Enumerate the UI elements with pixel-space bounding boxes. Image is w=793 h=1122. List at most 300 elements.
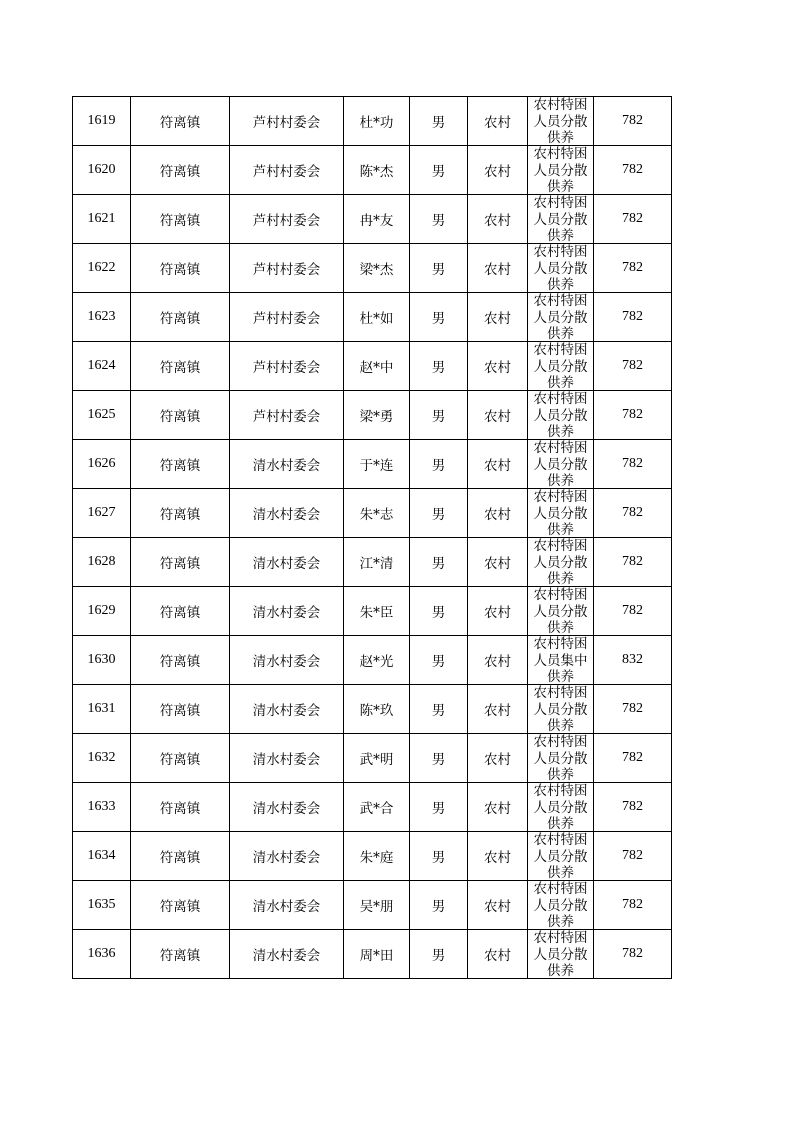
id-text: 1621 bbox=[87, 211, 116, 226]
cell-amount bbox=[594, 685, 672, 734]
name-text: 赵*中 bbox=[359, 360, 394, 376]
cell-gender bbox=[410, 685, 468, 734]
cell-name bbox=[344, 440, 410, 489]
support-type-text: 农村特困人员分散供养 bbox=[533, 930, 588, 978]
village-text: 芦村村委会 bbox=[252, 262, 321, 278]
cell-name bbox=[344, 97, 410, 146]
id-text: 1630 bbox=[87, 652, 116, 667]
table-row bbox=[73, 587, 672, 636]
cell-gender bbox=[410, 244, 468, 293]
cell-gender bbox=[410, 930, 468, 979]
town-text: 符离镇 bbox=[159, 605, 201, 621]
cell-support-type bbox=[528, 391, 594, 440]
cell-gender bbox=[410, 636, 468, 685]
cell-village bbox=[230, 636, 344, 685]
cell-support-type bbox=[528, 440, 594, 489]
support-type-text: 农村特困人员分散供养 bbox=[533, 832, 588, 880]
name-text: 陈*杰 bbox=[359, 164, 394, 180]
cell-town bbox=[131, 440, 230, 489]
town-text: 符离镇 bbox=[159, 458, 201, 474]
cell-gender bbox=[410, 97, 468, 146]
cell-village bbox=[230, 734, 344, 783]
cell-support-type bbox=[528, 293, 594, 342]
cell-area bbox=[468, 685, 528, 734]
cell-area bbox=[468, 538, 528, 587]
village-text: 清水村委会 bbox=[252, 703, 321, 719]
cell-gender bbox=[410, 881, 468, 930]
gender-text: 男 bbox=[431, 213, 446, 229]
cell-area bbox=[468, 881, 528, 930]
cell-name bbox=[344, 538, 410, 587]
cell-name bbox=[344, 734, 410, 783]
village-text: 芦村村委会 bbox=[252, 360, 321, 376]
cell-village bbox=[230, 538, 344, 587]
cell-town bbox=[131, 489, 230, 538]
cell-amount bbox=[594, 195, 672, 244]
cell-town bbox=[131, 930, 230, 979]
name-text: 吴*朋 bbox=[359, 899, 394, 915]
cell-id bbox=[73, 832, 131, 881]
cell-amount bbox=[594, 244, 672, 293]
cell-name bbox=[344, 783, 410, 832]
cell-village bbox=[230, 783, 344, 832]
cell-village bbox=[230, 342, 344, 391]
town-text: 符离镇 bbox=[159, 948, 201, 964]
cell-id bbox=[73, 538, 131, 587]
area-text: 农村 bbox=[484, 703, 511, 719]
cell-area bbox=[468, 587, 528, 636]
id-text: 1631 bbox=[87, 701, 116, 716]
cell-gender bbox=[410, 342, 468, 391]
gender-text: 男 bbox=[431, 507, 446, 523]
cell-id bbox=[73, 391, 131, 440]
id-text: 1620 bbox=[87, 162, 116, 177]
amount-text: 782 bbox=[622, 750, 643, 765]
gender-text: 男 bbox=[431, 850, 446, 866]
cell-village bbox=[230, 440, 344, 489]
area-text: 农村 bbox=[484, 899, 511, 915]
id-text: 1629 bbox=[87, 603, 116, 618]
amount-text: 782 bbox=[622, 211, 643, 226]
table-row bbox=[73, 391, 672, 440]
name-text: 朱*臣 bbox=[359, 605, 394, 621]
cell-id bbox=[73, 734, 131, 783]
cell-town bbox=[131, 685, 230, 734]
id-text: 1628 bbox=[87, 554, 116, 569]
cell-village bbox=[230, 391, 344, 440]
name-text: 朱*志 bbox=[359, 507, 394, 523]
cell-support-type bbox=[528, 489, 594, 538]
town-text: 符离镇 bbox=[159, 507, 201, 523]
amount-text: 782 bbox=[622, 505, 643, 520]
support-type-text: 农村特困人员分散供养 bbox=[533, 293, 588, 341]
cell-name bbox=[344, 881, 410, 930]
area-text: 农村 bbox=[484, 507, 511, 523]
area-text: 农村 bbox=[484, 654, 511, 670]
town-text: 符离镇 bbox=[159, 409, 201, 425]
gender-text: 男 bbox=[431, 262, 446, 278]
area-text: 农村 bbox=[484, 213, 511, 229]
id-text: 1635 bbox=[87, 897, 116, 912]
table-row bbox=[73, 685, 672, 734]
support-type-text: 农村特困人员分散供养 bbox=[533, 587, 588, 635]
id-text: 1627 bbox=[87, 505, 116, 520]
amount-text: 782 bbox=[622, 554, 643, 569]
relief-roster-table bbox=[72, 96, 672, 979]
table-row bbox=[73, 538, 672, 587]
cell-amount bbox=[594, 783, 672, 832]
area-text: 农村 bbox=[484, 115, 511, 131]
cell-amount bbox=[594, 146, 672, 195]
cell-id bbox=[73, 783, 131, 832]
cell-support-type bbox=[528, 587, 594, 636]
village-text: 芦村村委会 bbox=[252, 311, 321, 327]
gender-text: 男 bbox=[431, 605, 446, 621]
cell-village bbox=[230, 489, 344, 538]
area-text: 农村 bbox=[484, 556, 511, 572]
cell-id bbox=[73, 244, 131, 293]
table-row bbox=[73, 930, 672, 979]
cell-support-type bbox=[528, 195, 594, 244]
id-text: 1622 bbox=[87, 260, 116, 275]
cell-support-type bbox=[528, 881, 594, 930]
support-type-text: 农村特困人员分散供养 bbox=[533, 391, 588, 439]
cell-town bbox=[131, 195, 230, 244]
table-row bbox=[73, 881, 672, 930]
cell-id bbox=[73, 440, 131, 489]
gender-text: 男 bbox=[431, 654, 446, 670]
cell-amount bbox=[594, 97, 672, 146]
area-text: 农村 bbox=[484, 948, 511, 964]
table-row bbox=[73, 440, 672, 489]
area-text: 农村 bbox=[484, 262, 511, 278]
name-text: 武*合 bbox=[359, 801, 394, 817]
cell-village bbox=[230, 685, 344, 734]
cell-gender bbox=[410, 783, 468, 832]
table-row bbox=[73, 293, 672, 342]
gender-text: 男 bbox=[431, 115, 446, 131]
name-text: 梁*勇 bbox=[359, 409, 394, 425]
cell-name bbox=[344, 293, 410, 342]
support-type-text: 农村特困人员分散供养 bbox=[533, 195, 588, 243]
cell-area bbox=[468, 391, 528, 440]
cell-town bbox=[131, 244, 230, 293]
cell-name bbox=[344, 391, 410, 440]
town-text: 符离镇 bbox=[159, 360, 201, 376]
cell-town bbox=[131, 881, 230, 930]
id-text: 1633 bbox=[87, 799, 116, 814]
table-row bbox=[73, 783, 672, 832]
cell-gender bbox=[410, 195, 468, 244]
area-text: 农村 bbox=[484, 605, 511, 621]
cell-name bbox=[344, 685, 410, 734]
cell-town bbox=[131, 636, 230, 685]
village-text: 芦村村委会 bbox=[252, 164, 321, 180]
amount-text: 782 bbox=[622, 260, 643, 275]
cell-support-type bbox=[528, 636, 594, 685]
cell-gender bbox=[410, 489, 468, 538]
town-text: 符离镇 bbox=[159, 899, 201, 915]
cell-area bbox=[468, 195, 528, 244]
table-row bbox=[73, 489, 672, 538]
village-text: 清水村委会 bbox=[252, 556, 321, 572]
cell-id bbox=[73, 293, 131, 342]
cell-village bbox=[230, 146, 344, 195]
village-text: 清水村委会 bbox=[252, 605, 321, 621]
cell-support-type bbox=[528, 734, 594, 783]
table-row bbox=[73, 195, 672, 244]
cell-area bbox=[468, 734, 528, 783]
cell-name bbox=[344, 342, 410, 391]
id-text: 1632 bbox=[87, 750, 116, 765]
id-text: 1626 bbox=[87, 456, 116, 471]
table-row bbox=[73, 832, 672, 881]
cell-id bbox=[73, 195, 131, 244]
amount-text: 782 bbox=[622, 113, 643, 128]
amount-text: 782 bbox=[622, 456, 643, 471]
name-text: 朱*庭 bbox=[359, 850, 394, 866]
cell-town bbox=[131, 146, 230, 195]
support-type-text: 农村特困人员分散供养 bbox=[533, 440, 588, 488]
id-text: 1623 bbox=[87, 309, 116, 324]
name-text: 于*连 bbox=[359, 458, 394, 474]
id-text: 1636 bbox=[87, 946, 116, 961]
cell-village bbox=[230, 832, 344, 881]
cell-town bbox=[131, 783, 230, 832]
cell-gender bbox=[410, 832, 468, 881]
cell-id bbox=[73, 489, 131, 538]
cell-area bbox=[468, 97, 528, 146]
cell-area bbox=[468, 489, 528, 538]
cell-id bbox=[73, 636, 131, 685]
cell-name bbox=[344, 636, 410, 685]
village-text: 清水村委会 bbox=[252, 801, 321, 817]
cell-village bbox=[230, 930, 344, 979]
name-text: 梁*杰 bbox=[359, 262, 394, 278]
gender-text: 男 bbox=[431, 948, 446, 964]
name-text: 江*清 bbox=[359, 556, 394, 572]
cell-amount bbox=[594, 832, 672, 881]
cell-gender bbox=[410, 440, 468, 489]
cell-amount bbox=[594, 293, 672, 342]
cell-town bbox=[131, 587, 230, 636]
village-text: 清水村委会 bbox=[252, 850, 321, 866]
id-text: 1624 bbox=[87, 358, 116, 373]
support-type-text: 农村特困人员分散供养 bbox=[533, 734, 588, 782]
cell-village bbox=[230, 881, 344, 930]
name-text: 杜*功 bbox=[359, 115, 394, 131]
cell-village bbox=[230, 195, 344, 244]
name-text: 武*明 bbox=[359, 752, 394, 768]
table-row bbox=[73, 97, 672, 146]
support-type-text: 农村特困人员分散供养 bbox=[533, 244, 588, 292]
cell-town bbox=[131, 97, 230, 146]
amount-text: 782 bbox=[622, 603, 643, 618]
town-text: 符离镇 bbox=[159, 654, 201, 670]
cell-village bbox=[230, 587, 344, 636]
support-type-text: 农村特困人员分散供养 bbox=[533, 685, 588, 733]
name-text: 周*田 bbox=[359, 948, 394, 964]
support-type-text: 农村特困人员分散供养 bbox=[533, 342, 588, 390]
village-text: 清水村委会 bbox=[252, 948, 321, 964]
cell-gender bbox=[410, 734, 468, 783]
id-text: 1634 bbox=[87, 848, 116, 863]
cell-village bbox=[230, 97, 344, 146]
cell-support-type bbox=[528, 342, 594, 391]
cell-support-type bbox=[528, 783, 594, 832]
village-text: 清水村委会 bbox=[252, 899, 321, 915]
table-row bbox=[73, 244, 672, 293]
cell-amount bbox=[594, 881, 672, 930]
support-type-text: 农村特困人员集中供养 bbox=[533, 636, 588, 684]
amount-text: 782 bbox=[622, 848, 643, 863]
cell-support-type bbox=[528, 538, 594, 587]
cell-amount bbox=[594, 391, 672, 440]
cell-area bbox=[468, 930, 528, 979]
cell-town bbox=[131, 342, 230, 391]
table-body bbox=[73, 97, 672, 979]
amount-text: 782 bbox=[622, 799, 643, 814]
cell-id bbox=[73, 587, 131, 636]
cell-gender bbox=[410, 146, 468, 195]
area-text: 农村 bbox=[484, 458, 511, 474]
village-text: 清水村委会 bbox=[252, 458, 321, 474]
town-text: 符离镇 bbox=[159, 115, 201, 131]
table-row bbox=[73, 342, 672, 391]
support-type-text: 农村特困人员分散供养 bbox=[533, 146, 588, 194]
area-text: 农村 bbox=[484, 164, 511, 180]
gender-text: 男 bbox=[431, 556, 446, 572]
town-text: 符离镇 bbox=[159, 801, 201, 817]
cell-gender bbox=[410, 293, 468, 342]
name-text: 陈*玖 bbox=[359, 703, 394, 719]
area-text: 农村 bbox=[484, 360, 511, 376]
gender-text: 男 bbox=[431, 164, 446, 180]
cell-village bbox=[230, 293, 344, 342]
cell-town bbox=[131, 538, 230, 587]
gender-text: 男 bbox=[431, 703, 446, 719]
cell-amount bbox=[594, 587, 672, 636]
cell-town bbox=[131, 293, 230, 342]
cell-amount bbox=[594, 734, 672, 783]
cell-name bbox=[344, 146, 410, 195]
cell-id bbox=[73, 342, 131, 391]
town-text: 符离镇 bbox=[159, 752, 201, 768]
village-text: 清水村委会 bbox=[252, 654, 321, 670]
cell-name bbox=[344, 489, 410, 538]
support-type-text: 农村特困人员分散供养 bbox=[533, 489, 588, 537]
cell-area bbox=[468, 146, 528, 195]
village-text: 清水村委会 bbox=[252, 507, 321, 523]
cell-area bbox=[468, 832, 528, 881]
area-text: 农村 bbox=[484, 409, 511, 425]
amount-text: 782 bbox=[622, 162, 643, 177]
cell-village bbox=[230, 244, 344, 293]
cell-area bbox=[468, 342, 528, 391]
area-text: 农村 bbox=[484, 801, 511, 817]
cell-area bbox=[468, 440, 528, 489]
cell-amount bbox=[594, 636, 672, 685]
cell-support-type bbox=[528, 930, 594, 979]
cell-town bbox=[131, 391, 230, 440]
support-type-text: 农村特困人员分散供养 bbox=[533, 881, 588, 929]
cell-gender bbox=[410, 391, 468, 440]
support-type-text: 农村特困人员分散供养 bbox=[533, 538, 588, 586]
cell-gender bbox=[410, 538, 468, 587]
cell-name bbox=[344, 832, 410, 881]
cell-support-type bbox=[528, 685, 594, 734]
cell-amount bbox=[594, 342, 672, 391]
cell-amount bbox=[594, 930, 672, 979]
gender-text: 男 bbox=[431, 360, 446, 376]
cell-gender bbox=[410, 587, 468, 636]
amount-text: 782 bbox=[622, 701, 643, 716]
gender-text: 男 bbox=[431, 409, 446, 425]
cell-amount bbox=[594, 489, 672, 538]
town-text: 符离镇 bbox=[159, 164, 201, 180]
id-text: 1619 bbox=[87, 113, 116, 128]
town-text: 符离镇 bbox=[159, 311, 201, 327]
cell-amount bbox=[594, 440, 672, 489]
town-text: 符离镇 bbox=[159, 556, 201, 572]
cell-area bbox=[468, 293, 528, 342]
area-text: 农村 bbox=[484, 850, 511, 866]
amount-text: 782 bbox=[622, 407, 643, 422]
name-text: 杜*如 bbox=[359, 311, 394, 327]
cell-name bbox=[344, 195, 410, 244]
cell-id bbox=[73, 97, 131, 146]
table-row bbox=[73, 146, 672, 195]
village-text: 芦村村委会 bbox=[252, 115, 321, 131]
gender-text: 男 bbox=[431, 311, 446, 327]
gender-text: 男 bbox=[431, 458, 446, 474]
amount-text: 782 bbox=[622, 358, 643, 373]
amount-text: 782 bbox=[622, 946, 643, 961]
gender-text: 男 bbox=[431, 801, 446, 817]
cell-support-type bbox=[528, 244, 594, 293]
village-text: 芦村村委会 bbox=[252, 409, 321, 425]
support-type-text: 农村特困人员分散供养 bbox=[533, 783, 588, 831]
table-row bbox=[73, 734, 672, 783]
cell-area bbox=[468, 244, 528, 293]
cell-name bbox=[344, 244, 410, 293]
cell-town bbox=[131, 734, 230, 783]
cell-name bbox=[344, 587, 410, 636]
village-text: 芦村村委会 bbox=[252, 213, 321, 229]
cell-name bbox=[344, 930, 410, 979]
name-text: 赵*光 bbox=[359, 654, 394, 670]
table-row bbox=[73, 636, 672, 685]
cell-support-type bbox=[528, 146, 594, 195]
cell-id bbox=[73, 146, 131, 195]
cell-area bbox=[468, 783, 528, 832]
area-text: 农村 bbox=[484, 311, 511, 327]
cell-id bbox=[73, 930, 131, 979]
cell-support-type bbox=[528, 97, 594, 146]
name-text: 冉*友 bbox=[359, 213, 394, 229]
gender-text: 男 bbox=[431, 899, 446, 915]
id-text: 1625 bbox=[87, 407, 116, 422]
amount-text: 782 bbox=[622, 897, 643, 912]
amount-text: 782 bbox=[622, 309, 643, 324]
village-text: 清水村委会 bbox=[252, 752, 321, 768]
cell-support-type bbox=[528, 832, 594, 881]
town-text: 符离镇 bbox=[159, 850, 201, 866]
town-text: 符离镇 bbox=[159, 703, 201, 719]
town-text: 符离镇 bbox=[159, 213, 201, 229]
area-text: 农村 bbox=[484, 752, 511, 768]
cell-id bbox=[73, 685, 131, 734]
